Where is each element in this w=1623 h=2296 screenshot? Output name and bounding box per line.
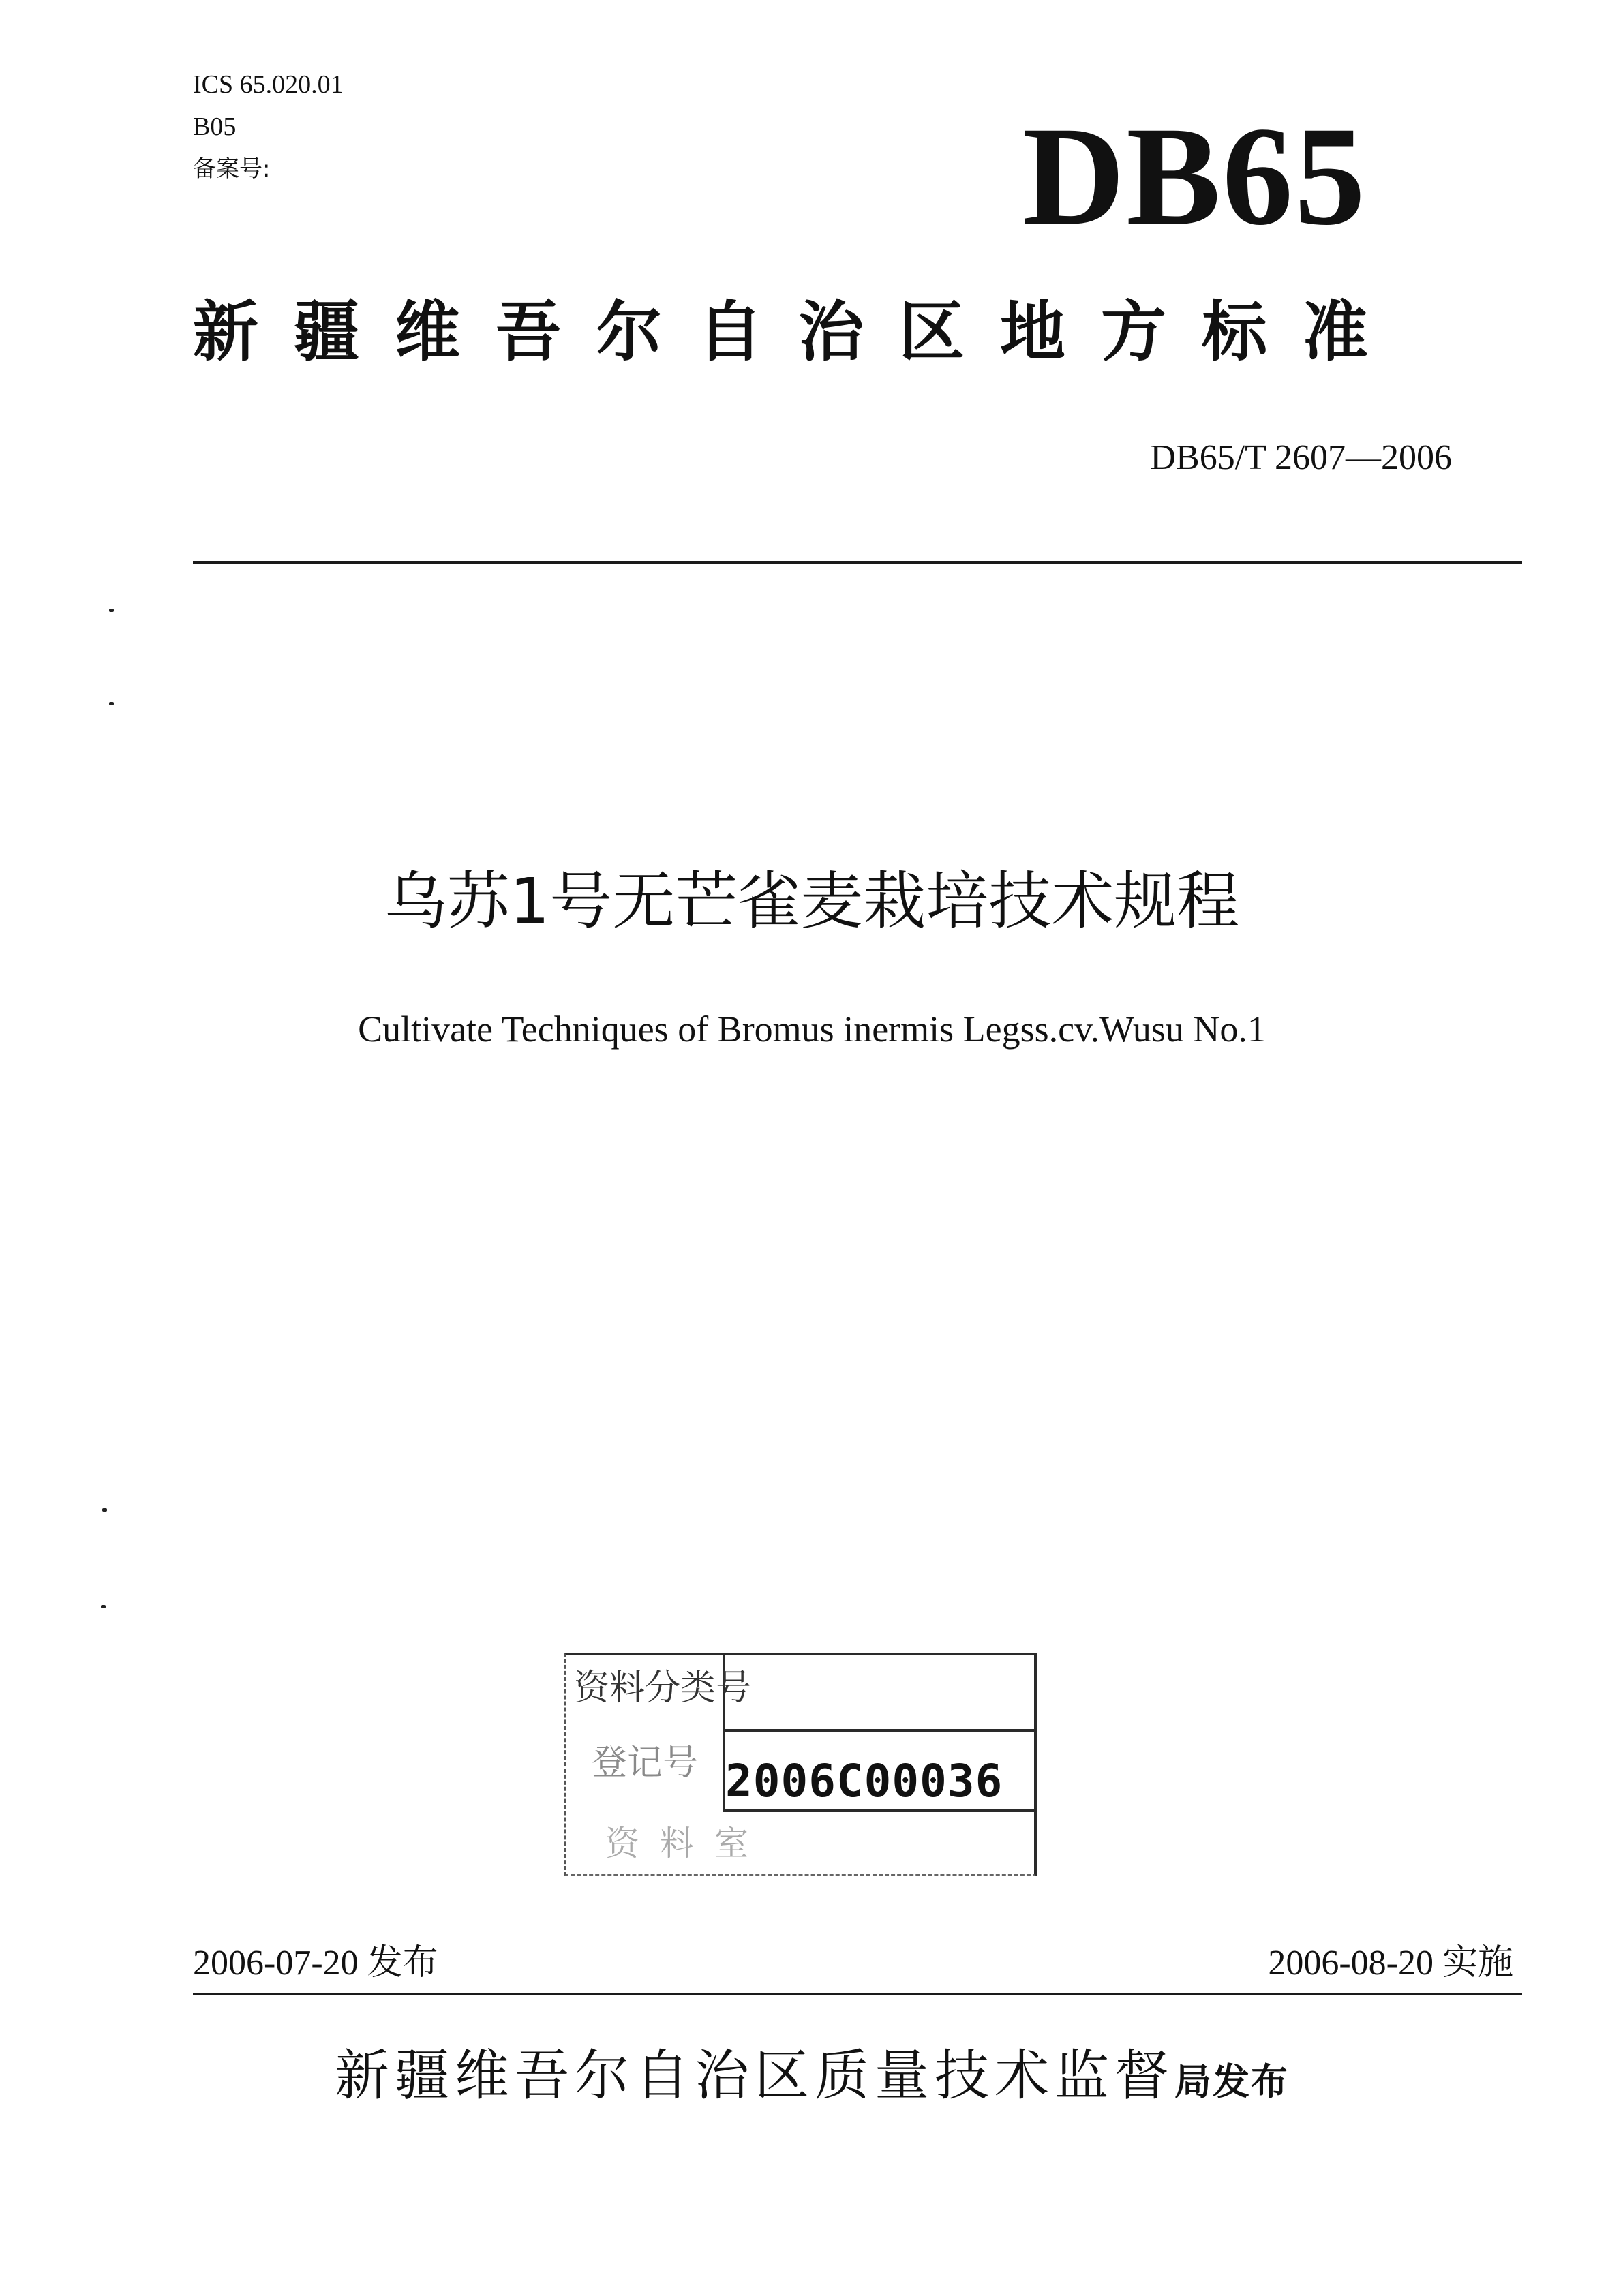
- document-title-english: Cultivate Techniques of Bromus inermis Legss.cv.Wusu No.1: [358, 1009, 1266, 1050]
- filing-number-label: 备案号:: [193, 155, 271, 183]
- top-divider: [193, 561, 1522, 564]
- standard-category-heading: 新疆维吾尔自治区地方标准: [193, 294, 1404, 370]
- stamp-register-label: 登记号: [592, 1743, 699, 1784]
- issue-date: 2006-07-20 发布: [193, 1944, 438, 1983]
- library-stamp: [564, 1653, 1035, 1874]
- standard-code-logo: DB65: [1022, 97, 1367, 254]
- stamp-divider: [723, 1809, 1035, 1812]
- issuing-authority-suffix: 局发布: [1174, 2060, 1289, 2103]
- scan-speck: [109, 702, 114, 705]
- bottom-divider: [193, 1993, 1522, 1995]
- stamp-category-label: 资料分类号: [574, 1668, 752, 1709]
- issuing-authority-name: 新疆维吾尔自治区质量技术监督: [335, 2044, 1174, 2107]
- scan-speck: [101, 1605, 106, 1608]
- document-title-chinese: 乌苏1号无芒雀麦栽培技术规程: [384, 865, 1240, 938]
- stamp-serial-number: 2006C00036: [725, 1755, 1003, 1807]
- stamp-library-label: 资料室: [605, 1824, 769, 1863]
- scan-speck: [102, 1508, 107, 1512]
- scan-speck: [109, 609, 114, 612]
- issuing-authority: [193, 2043, 1431, 2115]
- classification-code: B05: [193, 112, 237, 141]
- stamp-divider: [723, 1729, 1035, 1732]
- standard-number: DB65/T 2607—2006: [1150, 438, 1452, 477]
- ics-code: ICS 65.020.01: [193, 70, 344, 99]
- implementation-date: 2006-08-20 实施: [1268, 1944, 1513, 1983]
